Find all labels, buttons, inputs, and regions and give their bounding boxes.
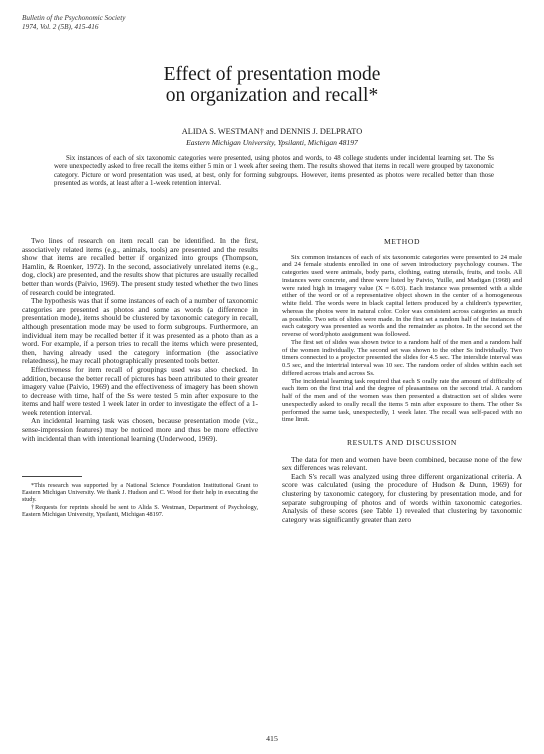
left-column: [22, 237, 258, 518]
page-number: 415: [266, 734, 278, 743]
method-paragraph: Six common instances of each of six taxonomic categories were presented to 24 male and 24 female students enrolled in one of seven introductory psychology courses. The categories used were animals, body parts, clothing, eating utensils, fruits, and tools. All instances were concrete, and three were listed by Paivio, Yuille, and Madigan (1968) and were rated high in imagery value (X = 6.03). Each instance was presented with a slide either of the word or of a representative object shown in the center of a homogeneous white field. The words were in black capital letters produced by a children's typewriter, whereas the photos were in natural color. Color was consistent across categories as much as possible. Two sets of slides were made. In the first set a random half of the instances of each category was presented as words and the remainder as photos. In the second set the reverse of word/photo assignment was followed.: [282, 253, 522, 339]
title-line-2: on organization and recall*: [165, 85, 379, 106]
method-heading: METHOD: [383, 237, 421, 246]
method-paragraph: The first set of slides was shown twice to a random half of the men and a random half of the women individually. The second set was shown to the other Ss individually. Two timers connected to a projector presented the slides for 4.5 sec. The interslide interval was 0.5 sec, and the intertrial interval was 10 sec. The random order of slides within each set differed across trials and across Ss.: [282, 338, 522, 377]
results-paragraph: The data for men and women have been combined, because none of the few sex differences was relevant.: [282, 454, 522, 473]
journal-citation: [22, 14, 125, 32]
affiliation: Eastern Michigan University, Ypsilanti, Michigan 48197: [186, 138, 358, 147]
body-paragraph: An incidental learning task was chosen, because presentation mode (viz., sense-impression features) may be noticed more and thus be more effective with incidental than with intentional learning (Underwood, 1969).: [22, 416, 258, 443]
footnote-divider: [22, 476, 82, 477]
results-heading: RESULTS AND DISCUSSION: [347, 438, 457, 448]
footnote: †Requests for reprints should be sent to Alida S. Westman, Department of Psychology, Eastern Michigan University, Ypsilanti, Michigan 48197.: [22, 503, 258, 518]
body-paragraph: Two lines of research on item recall can be identified. In the first, associatively related items (e.g., animals, tools) are presented and the results show that items are recalled better if organized into groups (Thompson, Hamlin, & Roenker, 1972). In the second, associatively unrelated items (e.g., dog, clock) are presented, and the results show that pictures are usually recalled better than words (Paivio, 1969). The present study tested whether the two lines of research could be integrated.: [22, 236, 258, 297]
authors: ALIDA S. WESTMAN† and DENNIS J. DELPRATO: [181, 127, 363, 136]
results-section: [282, 456, 522, 525]
footnote: *This research was supported by a National Science Foundation Institutional Grant to Eastern Michigan University. We thank J. Hudson and C. Wood for their help in executing the study.: [22, 482, 258, 504]
journal-name: Bulletin of the Psychonomic Society: [22, 14, 126, 22]
journal-volume: 1974, Vol. 2 (5B), 415-416: [22, 23, 99, 31]
method-paragraph: The incidental learning task required that each S orally rate the amount of difficulty of each item on the first trial and the degree of pleasantness on the second trial. A random half of the men and of the women was then presented a distraction set of slides were unexpectedly asked to orally recall the items 5 min after exposure to them. The other Ss performed the same task, unexpectedly, 1 week later. The recall was self-paced with no time limit.: [282, 377, 522, 424]
abstract-text: Six instances of each of six taxonomic categories were presented, using photos and words, to 48 college students under incidental learning set. The Ss were unexpectedly asked to free recall the items either 5 min or 1 week after seeing them. The results showed that items in recall were grouped by taxonomic category. Picture or word presentation was used, at best, only for forming subgroups. However, items presented as photos were recalled better than those presented as words, at least after a 1-week retention interval.: [54, 155, 494, 188]
body-paragraph: The hypothesis was that if some instances of each of a number of taxonomic categories are presented as photos and some as words (a difference in presentation mode), items should be clustered by taxonomic category in recall, although presentation mode may be used to form subgroups. Furthermore, an individual item may be recalled better if it was presented as a photo than as a word. For example, if a person tries to recall the items which were presented, then, having already used the category information (the associative relatedness), he may recall photographically presented tools better.: [22, 296, 258, 366]
title-line-1: Effect of presentation mode: [163, 64, 381, 85]
article-title: [0, 64, 544, 106]
footnotes: [22, 482, 258, 517]
results-paragraph: Each S's recall was analyzed using three different organizational criteria. A score was calculated (using the procedure of Hudson & Dunn, 1969) for clustering by taxonomic category, for clustering by presentation mode, and for separate subgrouping of photos and of words within taxonomic categories. Analysis of these scores (see Table 1) revealed that clustering by taxonomic category was significantly greater than zero: [282, 471, 522, 524]
body-paragraph: Effectiveness for item recall of groupings used was also checked. In addition, because the better recall of pictures has been attributed to their greater imagery value (Paivio, 1969) and the effectiveness of imagery has been shown to decrease with time, half of the Ss were tested 5 min after exposure to the items and half were tested 1 week later in order to investigate the effect of a 1-week retention interval.: [22, 364, 258, 417]
method-section: [282, 254, 522, 425]
right-column: [282, 237, 522, 524]
abstract: [54, 155, 494, 189]
